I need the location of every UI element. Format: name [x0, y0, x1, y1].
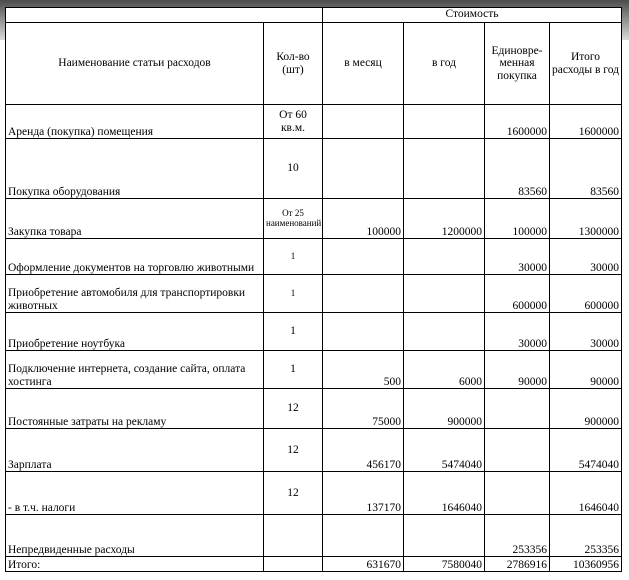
- row-year: 900000: [404, 389, 485, 429]
- row-month: [323, 275, 404, 313]
- total-row: [6, 557, 622, 572]
- row-onetime: [485, 389, 550, 429]
- total-year: 7580040: [404, 557, 485, 572]
- row-total: 83560: [550, 139, 622, 199]
- col-month-header: в месяц: [323, 23, 404, 105]
- total-label: Итого:: [6, 557, 264, 572]
- row-name: Закупка товара: [6, 199, 264, 239]
- row-year: 1200000: [404, 199, 485, 239]
- row-name: Постоянные затраты на рекламу: [6, 389, 264, 429]
- col-onetime-header: Единовре-менная покупка: [485, 23, 550, 105]
- header-corner: [6, 8, 323, 23]
- total-total: 10360956: [550, 557, 622, 572]
- row-total: 5474040: [550, 429, 622, 472]
- table-row: [6, 472, 622, 515]
- row-onetime: 100000: [485, 199, 550, 239]
- row-qty: 12: [264, 429, 323, 472]
- row-onetime: 90000: [485, 351, 550, 389]
- row-onetime: 30000: [485, 239, 550, 275]
- row-month: [323, 139, 404, 199]
- row-qty: 1: [264, 351, 323, 389]
- total-qty: [264, 557, 323, 572]
- row-year: [404, 105, 485, 139]
- row-total: 30000: [550, 239, 622, 275]
- row-name: Подключение интернета, создание сайта, оплата хостинга: [6, 351, 264, 389]
- row-year: 1646040: [404, 472, 485, 515]
- col-qty-header: Кол-во (шт): [264, 23, 323, 105]
- table-row: [6, 275, 622, 313]
- header-row-top: [6, 8, 622, 23]
- row-name: Оформление документов на торговлю животными: [6, 239, 264, 275]
- row-qty: От 25 наименований: [264, 199, 323, 239]
- table-row: [6, 239, 622, 275]
- row-onetime: [485, 429, 550, 472]
- row-total: 900000: [550, 389, 622, 429]
- row-year: [404, 139, 485, 199]
- row-onetime: 1600000: [485, 105, 550, 139]
- table-row: [6, 389, 622, 429]
- row-month: [323, 239, 404, 275]
- row-onetime: 253356: [485, 515, 550, 557]
- row-total: 1300000: [550, 199, 622, 239]
- row-onetime: 600000: [485, 275, 550, 313]
- row-year: [404, 239, 485, 275]
- row-name: Покупка оборудования: [6, 139, 264, 199]
- row-qty: От 60 кв.м.: [264, 105, 323, 139]
- row-total: 30000: [550, 313, 622, 351]
- row-onetime: [485, 472, 550, 515]
- row-name: - в т.ч. налоги: [6, 472, 264, 515]
- row-qty: 1: [264, 275, 323, 313]
- row-onetime: 30000: [485, 313, 550, 351]
- row-qty: 1: [264, 313, 323, 351]
- row-total: 1646040: [550, 472, 622, 515]
- col-name-header: Наименование статьи расходов: [6, 23, 264, 105]
- col-year-header: в год: [404, 23, 485, 105]
- table-row: [6, 351, 622, 389]
- row-month: 456170: [323, 429, 404, 472]
- row-qty: 1: [264, 239, 323, 275]
- row-month: [323, 105, 404, 139]
- table-row: [6, 139, 622, 199]
- header-row: [6, 23, 622, 105]
- row-name: Приобретение автомобиля для транспортировки животных: [6, 275, 264, 313]
- total-month: 631670: [323, 557, 404, 572]
- table-row: [6, 105, 622, 139]
- row-name: Аренда (покупка) помещения: [6, 105, 264, 139]
- col-total-header: Итого расходы в год: [550, 23, 622, 105]
- row-name: Приобретение ноутбука: [6, 313, 264, 351]
- row-year: [404, 313, 485, 351]
- row-total: 600000: [550, 275, 622, 313]
- row-month: 137170: [323, 472, 404, 515]
- row-month: [323, 515, 404, 557]
- table-row: [6, 515, 622, 557]
- row-qty: 12: [264, 389, 323, 429]
- row-year: 5474040: [404, 429, 485, 472]
- cost-group-header: Стоимость: [323, 8, 622, 23]
- row-name: Зарплата: [6, 429, 264, 472]
- row-year: [404, 515, 485, 557]
- row-month: [323, 313, 404, 351]
- row-name: Непредвиденные расходы: [6, 515, 264, 557]
- total-onetime: 2786916: [485, 557, 550, 572]
- table-row: [6, 199, 622, 239]
- row-year: [404, 275, 485, 313]
- table-row: [6, 313, 622, 351]
- row-month: 500: [323, 351, 404, 389]
- row-qty: [264, 515, 323, 557]
- row-year: 6000: [404, 351, 485, 389]
- row-total: 1600000: [550, 105, 622, 139]
- table-row: [6, 429, 622, 472]
- row-onetime: 83560: [485, 139, 550, 199]
- row-total: 90000: [550, 351, 622, 389]
- row-total: 253356: [550, 515, 622, 557]
- row-month: 75000: [323, 389, 404, 429]
- row-qty: 12: [264, 472, 323, 515]
- expense-table: [5, 7, 622, 572]
- row-qty: 10: [264, 139, 323, 199]
- row-month: 100000: [323, 199, 404, 239]
